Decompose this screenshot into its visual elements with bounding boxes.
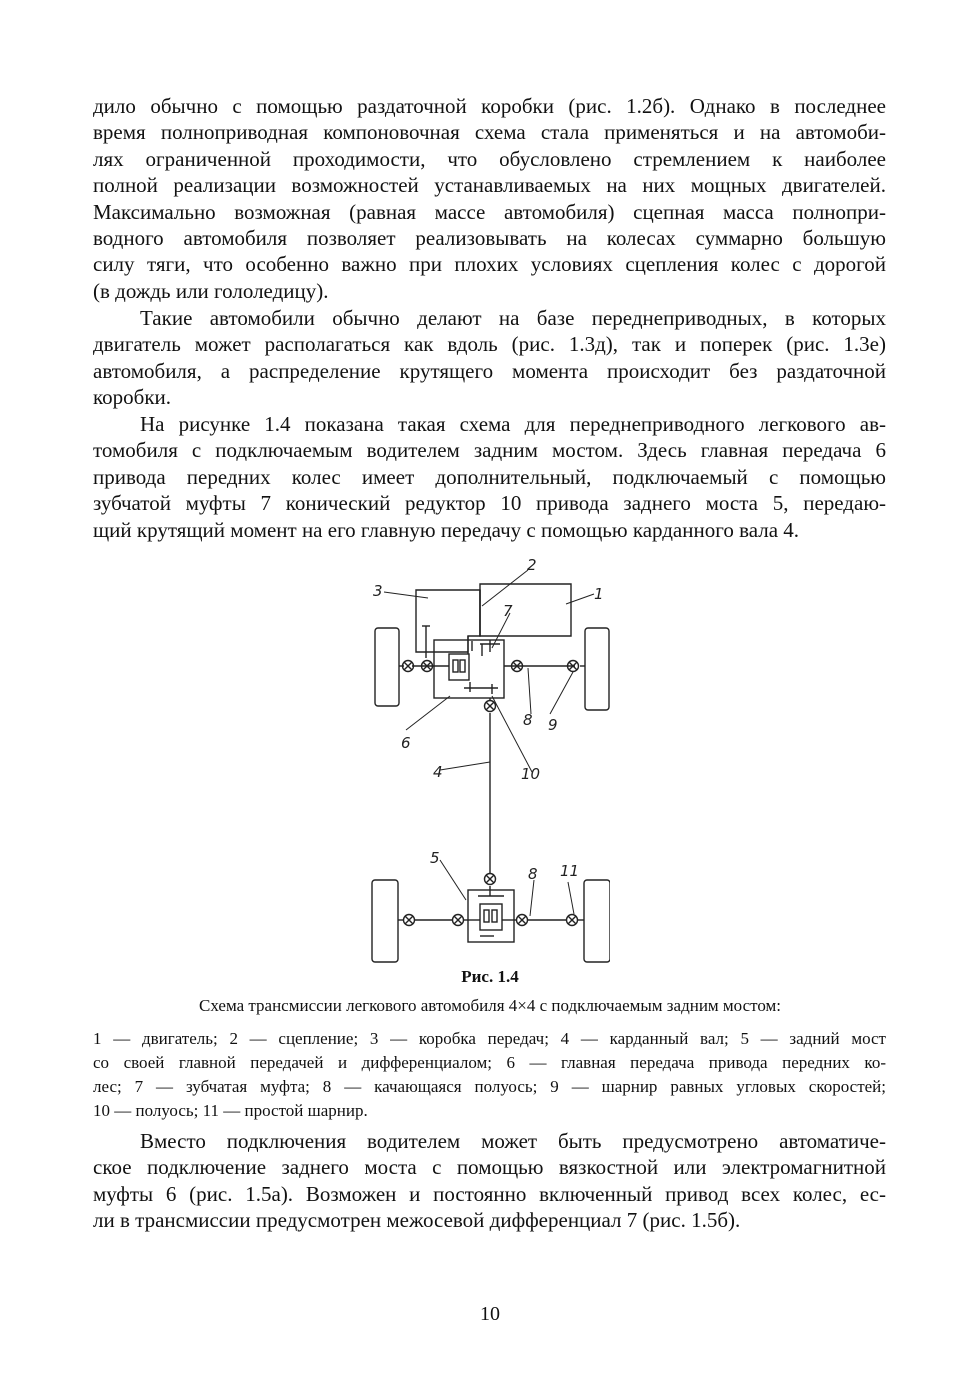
- label-1: 1: [594, 585, 604, 603]
- rear-right-wheel: [584, 880, 610, 962]
- joint-propshaft-front: [485, 701, 496, 712]
- legend-line: лес; 7 — зубчатая муфта; 8 — качающаяся полуось; 9 — шарнир равных угловых скоростей;: [93, 1077, 886, 1096]
- front-left-wheel: [375, 628, 399, 706]
- legend-line: 1 — двигатель; 2 — сцепление; 3 — коробка передач; 4 — карданный вал; 5 — задний мост: [93, 1029, 886, 1048]
- text-line: двигатель может располагаться как вдоль (рис. 1.3д), так и поперек (рис. 1.3е): [93, 332, 886, 357]
- label-10: 10: [521, 765, 541, 783]
- label-6: 6: [401, 734, 411, 752]
- rear-axle: [468, 890, 514, 942]
- transmission-diagram: [370, 548, 610, 966]
- joint-front-left-outer: [403, 661, 414, 672]
- joint-rear-right-inner: [517, 915, 528, 926]
- text-line: автомобиля, а распределение крутящего момента происходит без раздаточной: [93, 358, 886, 383]
- text-line: ли в трансмиссии предусмотрен межосевой дифференциал 7 (рис. 1.5б).: [93, 1208, 741, 1233]
- text-line: ское подключение заднего моста с помощью вязкостной или электромагнитной: [93, 1155, 886, 1180]
- paragraph-4: [93, 1128, 886, 1234]
- figure-legend: [93, 1027, 886, 1123]
- text-line: Вместо подключения водителем может быть предусмотрено автоматиче-: [140, 1129, 886, 1153]
- text-line: привода передних колес имеет дополнительный, подключаемый с помощью: [93, 464, 886, 489]
- figure-title: Рис. 1.4: [461, 967, 519, 986]
- text-line: зубчатой муфты 7 конический редуктор 10 привода заднего моста 5, передаю-: [93, 491, 886, 516]
- text-line: коробки.: [93, 385, 172, 410]
- text-line: На рисунке 1.4 показана такая схема для переднеприводного легкового ав-: [140, 412, 886, 436]
- text-line: щий крутящий момент на его главную передачу с помощью карданного вала 4.: [93, 517, 800, 542]
- rear-differential: [480, 904, 502, 930]
- label-8-front: 8: [523, 711, 533, 729]
- joint-propshaft-rear: [485, 874, 496, 885]
- label-4: 4: [433, 763, 443, 781]
- text-line: время полноприводная компоновочная схема стала применяться и на автомоби-: [93, 120, 886, 145]
- rear-left-wheel: [372, 880, 398, 962]
- joint-rear-left-outer: [404, 915, 415, 926]
- figure-subtitle: Схема трансмиссии легкового автомобиля 4×4 с подключаемым задним мостом:: [198, 996, 782, 1015]
- text-line: муфты 6 (рис. 1.5а). Возможен и постоянно включенный привод всех колес, ес-: [93, 1181, 886, 1206]
- text-line: (в дождь или гололедицу).: [93, 278, 329, 303]
- text-line: дило обычно с помощью раздаточной коробки (рис. 1.2б). Однако в последнее: [93, 94, 886, 118]
- text-line: Максимально возможная (равная массе автомобиля) сцепная масса полнопри-: [93, 199, 886, 224]
- legend-line: со своей главной передачей и дифференциалом; 6 — главная передача привода передних ко-: [93, 1053, 886, 1072]
- label-9: 9: [548, 716, 558, 734]
- paragraph-2: [93, 305, 886, 411]
- front-right-wheel: [585, 628, 609, 710]
- label-8-rear: 8: [528, 865, 538, 883]
- label-5: 5: [430, 849, 440, 867]
- text-line: водного автомобиля позволяет реализовывать на колесах суммарно большую: [93, 226, 886, 251]
- label-3: 3: [373, 582, 383, 600]
- joint-rear-left-inner: [453, 915, 464, 926]
- text-line: томобиля с подключаемым водителем задним мостом. Здесь главная передача 6: [93, 438, 886, 463]
- label-2: 2: [527, 556, 537, 574]
- paragraph-3: [93, 411, 886, 543]
- paragraph-1: [93, 93, 886, 304]
- text-line: Такие автомобили обычно делают на базе переднеприводных, в которых: [140, 306, 886, 330]
- label-11: 11: [560, 862, 580, 880]
- engine: [480, 584, 571, 636]
- text-line: лях ограниченной проходимости, что обусловлено стремлением к наиболее: [93, 146, 886, 171]
- text-line: силу тяги, что особенно важно при плохих условиях сцепления колес с дорогой: [93, 252, 886, 277]
- text-line: полной реализации возможностей устанавливаемых на них мощных двигателей.: [93, 173, 886, 198]
- front-differential: [449, 654, 469, 680]
- simple-joint-rear-right-outer: [567, 915, 578, 926]
- legend-line: 10 — полуось; 11 — простой шарнир.: [93, 1101, 368, 1120]
- label-7: 7: [503, 602, 513, 620]
- page-number: 10: [480, 1303, 500, 1325]
